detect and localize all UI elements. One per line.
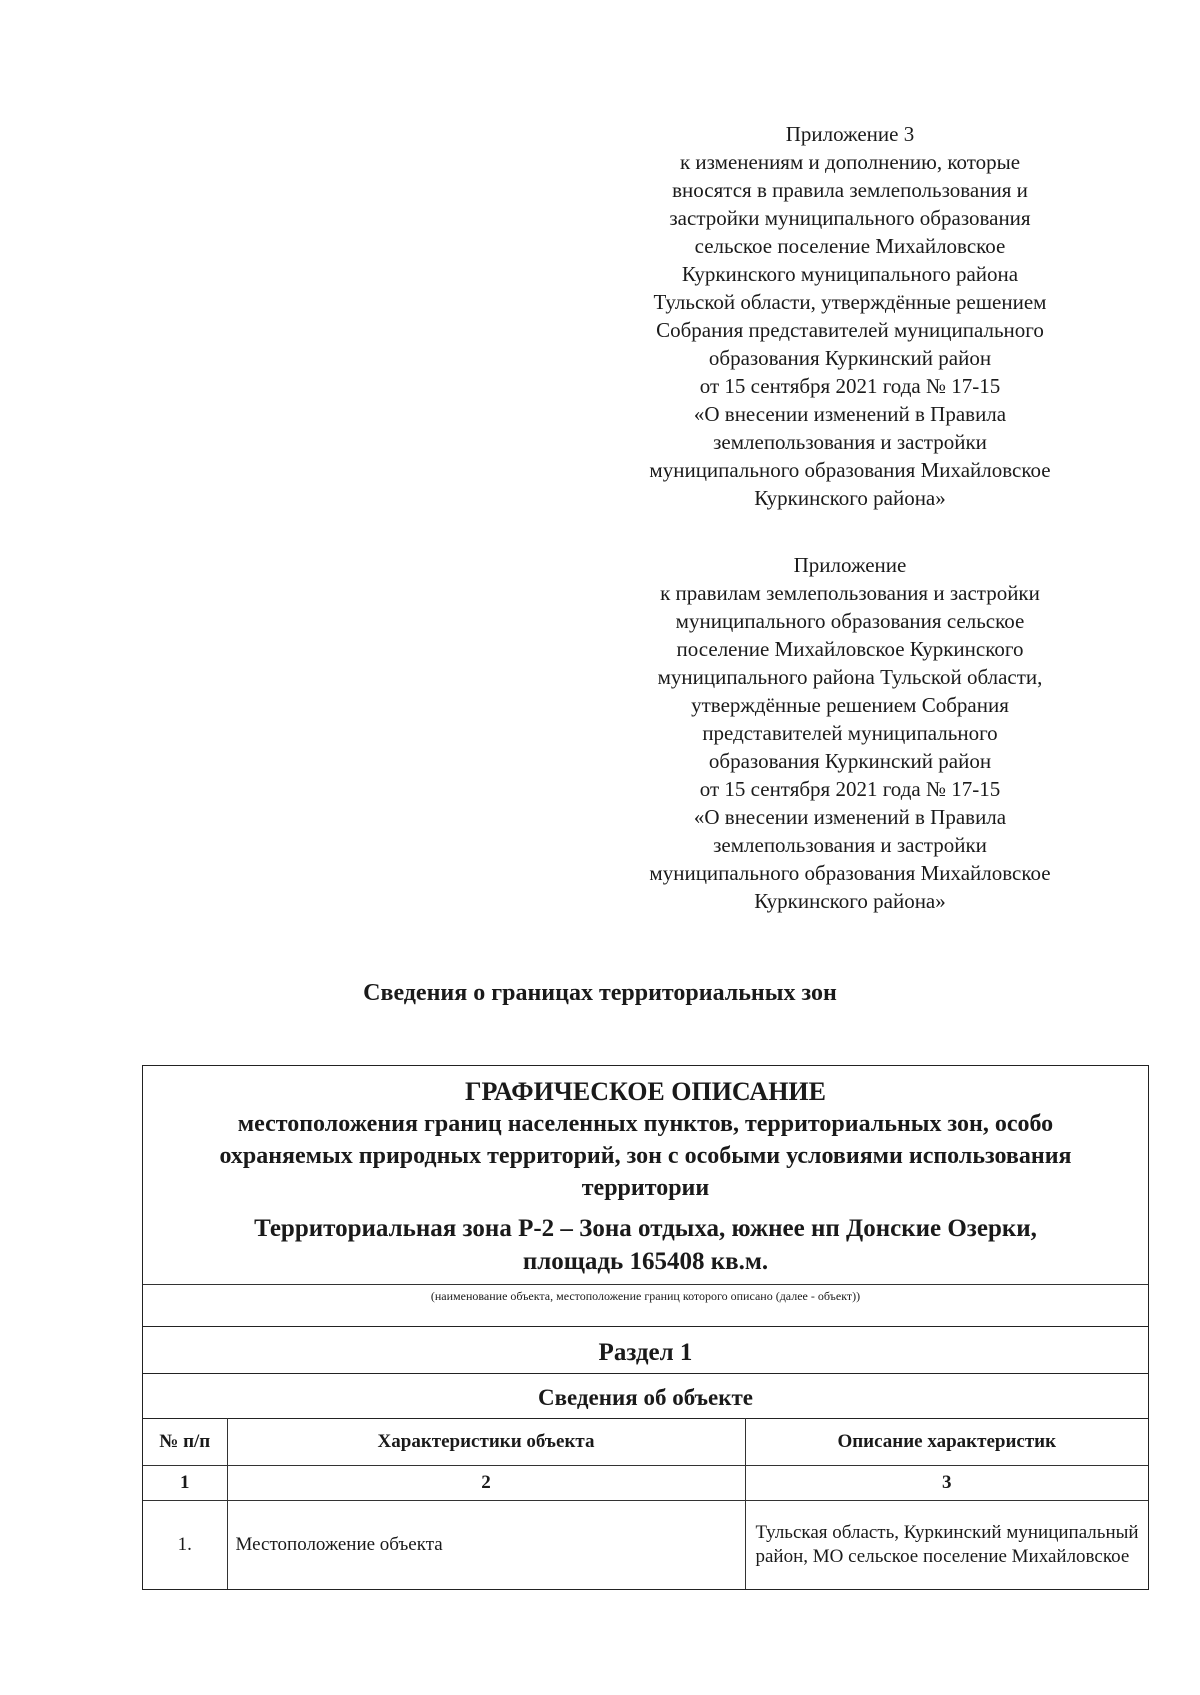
- table-row: [143, 1501, 1148, 1590]
- section-title: Сведения об объекте: [143, 1373, 1148, 1418]
- annex-line: Куркинского муниципального района: [681, 262, 1019, 286]
- annex-line: от 15 сентября 2021 года № 17-15: [699, 777, 1001, 801]
- frame-title: ГРАФИЧЕСКОЕ ОПИСАНИЕ: [465, 1077, 826, 1106]
- column-header: Характеристики объекта: [227, 1419, 745, 1466]
- annex-line: землепользования и застройки: [713, 430, 987, 454]
- section-heading: Сведения о границах территориальных зон: [363, 980, 837, 1006]
- annex-rules-header: [615, 551, 1085, 915]
- annex-line: муниципального района Тульской области,: [657, 665, 1043, 689]
- annex-line: землепользования и застройки: [713, 833, 987, 857]
- annex-line: от 15 сентября 2021 года № 17-15: [699, 374, 1001, 398]
- object-info-table: [143, 1418, 1148, 1589]
- row-number: 1.: [143, 1501, 227, 1590]
- column-number: 1: [143, 1466, 227, 1501]
- annex-line: поселение Михайловское Куркинского: [676, 637, 1024, 661]
- section-number: Раздел 1: [143, 1326, 1148, 1373]
- table-numbering-row: [143, 1466, 1148, 1501]
- annex-line: Собрания представителей муниципального: [656, 318, 1044, 342]
- frame-subtitle-line: охраняемых природных территорий, зон с особыми условиями использования: [219, 1143, 1072, 1169]
- annex-line: Куркинского района»: [754, 889, 946, 913]
- object-caption: (наименование объекта, местоположение границ которого описано (далее - объект)): [143, 1284, 1148, 1326]
- column-header: № п/п: [143, 1419, 227, 1466]
- annex-line: «О внесении изменений в Правила: [693, 402, 1007, 426]
- graphic-description-frame: [142, 1065, 1149, 1590]
- annex-line: Тульской области, утверждённые решением: [653, 290, 1047, 314]
- annex-line: Приложение: [793, 553, 907, 577]
- row-description: Тульская область, Куркинский муниципальный район, МО сельское поселение Михайловское: [745, 1501, 1148, 1590]
- object-name-line: Территориальная зона Р-2 – Зона отдыха, южнее нп Донские Озерки,: [254, 1215, 1037, 1242]
- annex-line: представителей муниципального: [702, 721, 998, 745]
- annex-line: «О внесении изменений в Правила: [693, 805, 1007, 829]
- annex-line: муниципального образования сельское: [675, 609, 1025, 633]
- annex-3-header: [615, 120, 1085, 512]
- frame-subtitle-line: местоположения границ населенных пунктов, территориальных зон, особо: [237, 1111, 1054, 1137]
- annex-line: сельское поселение Михайловское: [694, 234, 1006, 258]
- column-header: Описание характеристик: [745, 1419, 1148, 1466]
- annex-line: вносятся в правила землепользования и: [672, 178, 1028, 202]
- annex-line: образования Куркинский район: [708, 346, 992, 370]
- table-header-row: [143, 1419, 1148, 1466]
- annex-line: к правилам землепользования и застройки: [660, 581, 1040, 605]
- annex-line: застройки муниципального образования: [669, 206, 1031, 230]
- column-number: 3: [745, 1466, 1148, 1501]
- column-number: 2: [227, 1466, 745, 1501]
- annex-line: муниципального образования Михайловское: [649, 458, 1051, 482]
- annex-line: муниципального образования Михайловское: [649, 861, 1051, 885]
- frame-header: [143, 1066, 1148, 1282]
- annex-line: Приложение 3: [785, 122, 915, 146]
- object-name-line: площадь 165408 кв.м.: [522, 1248, 769, 1275]
- row-characteristic: Местоположение объекта: [227, 1501, 745, 1590]
- annex-line: образования Куркинский район: [708, 749, 992, 773]
- annex-line: к изменениям и дополнению, которые: [679, 150, 1021, 174]
- object-name: [143, 1212, 1148, 1282]
- frame-subtitle-line: территории: [581, 1175, 710, 1201]
- annex-line: Куркинского района»: [754, 486, 946, 510]
- annex-line: утверждённые решением Собрания: [691, 693, 1009, 717]
